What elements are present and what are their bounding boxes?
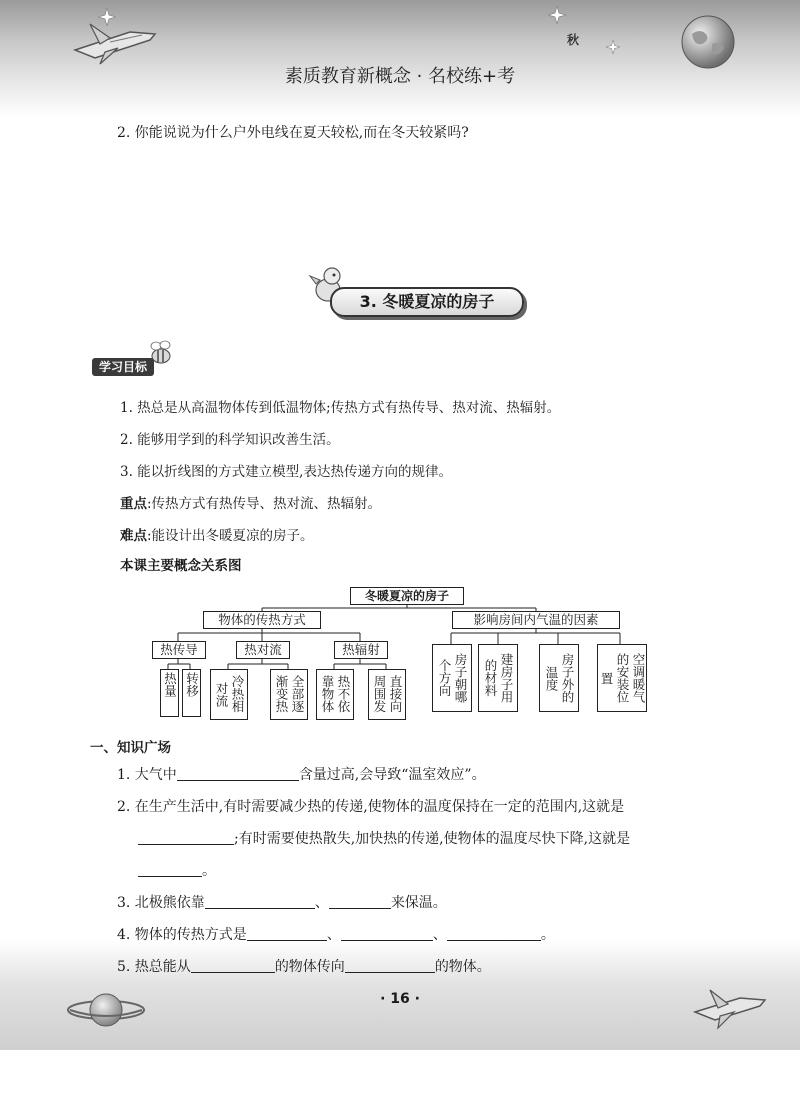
concept-map-heading: 本课主要概念关系图 — [120, 558, 242, 574]
concept-factor: 房子外的温度 — [539, 644, 579, 712]
concept-factor: 房子朝哪个方向 — [432, 644, 472, 712]
season-label: 秋 — [567, 33, 580, 47]
concept-leaf: 热量 — [160, 669, 179, 717]
goal-item: 1. 热总是从高温物体传到低温物体;传热方式有热传导、热对流、热辐射。 — [120, 400, 561, 416]
difficulty-text: :能设计出冬暖夏凉的房子。 — [147, 528, 314, 544]
key-point-text: :传热方式有热传导、热对流、热辐射。 — [147, 496, 382, 512]
answer-blank[interactable] — [138, 862, 202, 877]
concept-method-conduction: 热传导 — [152, 641, 206, 659]
goal-item: 3. 能以折线图的方式建立模型,表达热传递方向的规律。 — [120, 464, 452, 480]
answer-blank[interactable] — [205, 894, 315, 909]
answer-blank[interactable] — [341, 926, 433, 941]
key-point-label: 重点 — [120, 496, 147, 512]
section-heading: 一、知识广场 — [90, 740, 171, 756]
answer-blank[interactable] — [329, 894, 391, 909]
difficulty-label: 难点 — [120, 528, 147, 544]
concept-factor: 空调暖气的安装位置 — [597, 644, 647, 712]
lesson-title-banner: 3. 冬暖夏凉的房子 — [330, 287, 524, 317]
exercise-3: 3. 北极熊依靠 、 来保温。 — [117, 895, 447, 911]
learning-goals-tag: 学习目标 — [92, 358, 154, 376]
concept-root: 冬暖夏凉的房子 — [350, 587, 464, 605]
answer-blank[interactable] — [177, 766, 299, 781]
previous-question: 2. 你能说说为什么户外电线在夏天较松,而在冬天较紧吗? — [117, 125, 469, 141]
concept-leaf: 全部逐渐变热 — [270, 669, 308, 720]
concept-branch-left: 物体的传热方式 — [203, 611, 321, 629]
exercise-4: 4. 物体的传热方式是 、 、 。 — [117, 927, 555, 943]
concept-leaf: 热不依靠物体 — [316, 669, 354, 720]
answer-blank[interactable] — [447, 926, 541, 941]
concept-method-convection: 热对流 — [236, 641, 290, 659]
answer-blank[interactable] — [247, 926, 327, 941]
concept-branch-right: 影响房间内气温的因素 — [452, 611, 620, 629]
header-title: 素质教育新概念 · 名校练+考 — [284, 66, 516, 87]
exercise-2-line-1: 2. 在生产生活中,有时需要减少热的传递,使物体的温度保持在一定的范围内,这就是 — [117, 799, 625, 815]
concept-leaf: 直接向周围发 — [368, 669, 406, 720]
answer-blank[interactable] — [345, 958, 435, 973]
exercise-1: 1. 大气中 含量过高,会导致“温室效应”。 — [117, 767, 486, 783]
concept-method-radiation: 热辐射 — [334, 641, 388, 659]
concept-leaf: 转移 — [182, 669, 201, 717]
answer-blank[interactable] — [191, 958, 275, 973]
concept-leaf: 冷热相对流 — [210, 669, 248, 720]
concept-factor: 建房子用的材料 — [478, 644, 518, 712]
exercise-2-line-3: 。 — [138, 860, 216, 880]
page-number: · 16 · — [380, 991, 420, 1007]
answer-blank[interactable] — [138, 830, 234, 845]
exercise-2-line-2: ;有时需要使热散失,加快热的传递,使物体的温度尽快下降,这就是 — [138, 828, 630, 848]
goal-item: 2. 能够用学到的科学知识改善生活。 — [120, 432, 340, 448]
exercise-5: 5. 热总能从 的物体传向 的物体。 — [117, 959, 491, 975]
